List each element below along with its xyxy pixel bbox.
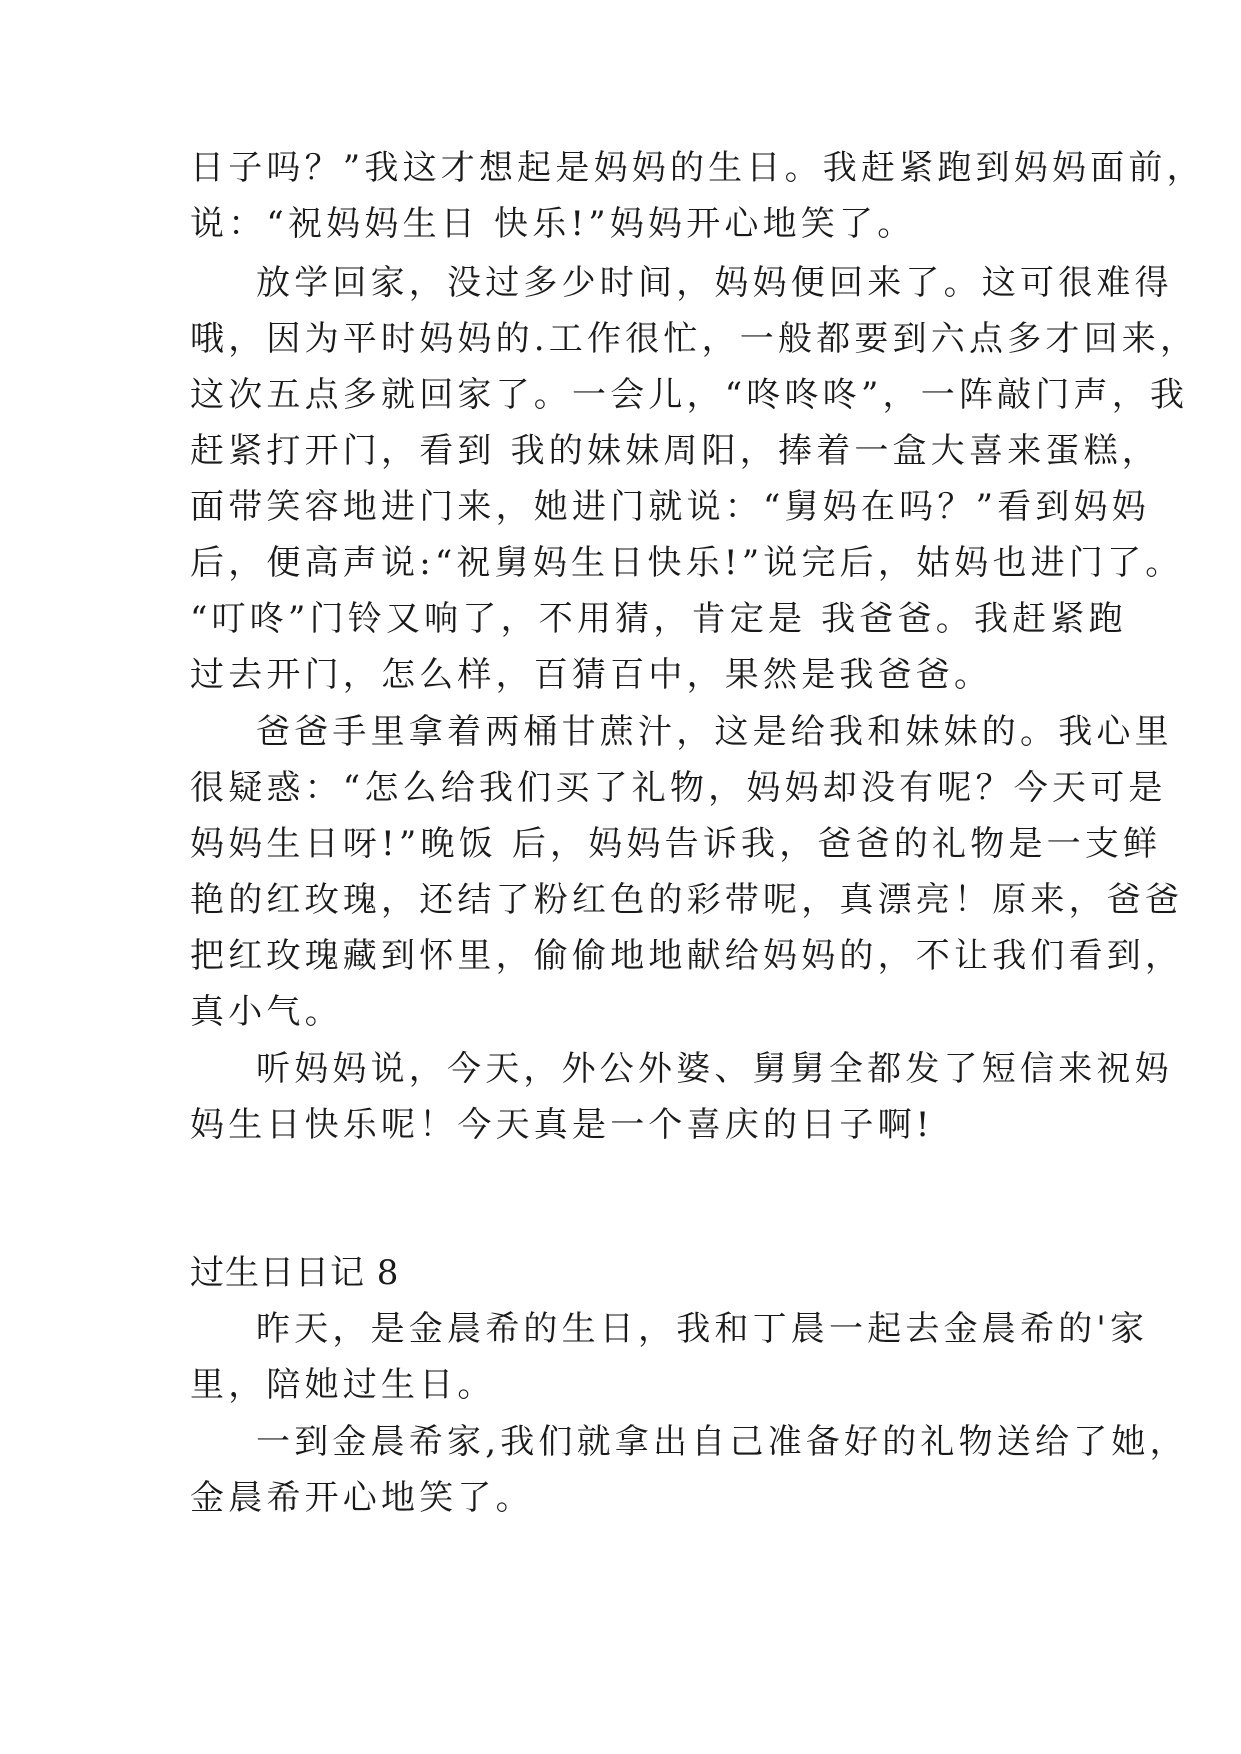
text-line: 金晨希开心地笑了。 <box>190 1478 534 1518</box>
text-line: 这次五点多就回家了。一会儿，“咚咚咚”，一阵敲门声，我 <box>190 375 1189 415</box>
text-line: 真小气。 <box>190 992 343 1032</box>
section-title: 过生日日记 8 <box>190 1253 400 1293</box>
text-line: 日子吗？”我这才想起是妈妈的生日。我赶紧跑到妈妈面前， <box>190 148 1205 188</box>
text-line: 里，陪她过生日。 <box>190 1365 496 1405</box>
paragraph-start: 爸爸手里拿着两桶甘蔗汁，这是给我和妹妹的。我心里 <box>256 712 1173 752</box>
text-line: 妈妈生日呀!”晚饭 后，妈妈告诉我，爸爸的礼物是一支鲜 <box>190 824 1162 864</box>
paragraph-start: 昨天，是金晨希的生日，我和丁晨一起去金晨希的'家 <box>256 1309 1149 1349</box>
text-line: “叮咚”门铃又响了，不用猜，肯定是 我爸爸。我赶紧跑 <box>190 599 1127 639</box>
text-line: 后，便高声说:“祝舅妈生日快乐!”说完后，姑妈也进门了。 <box>190 543 1184 583</box>
paragraph-start: 放学回家，没过多少时间，妈妈便回来了。这可很难得 <box>256 263 1173 303</box>
text-line: 过去开门，怎么样，百猜百中，果然是我爸爸。 <box>190 655 993 695</box>
text-line: 赶紧打开门，看到 我的妹妹周阳，捧着一盒大喜来蛋糕， <box>190 431 1161 471</box>
paragraph-start: 一到金晨希家,我们就拿出自己准备好的礼物送给了她， <box>256 1422 1188 1462</box>
text-line: 很疑惑：“怎么给我们买了礼物，妈妈却没有呢？今天可是 <box>190 768 1167 808</box>
text-line: 把红玫瑰藏到怀里，偷偷地地献给妈妈的，不让我们看到， <box>190 936 1184 976</box>
text-line: 艳的红玫瑰，还结了粉红色的彩带呢，真漂亮！原来，爸爸 <box>190 880 1184 920</box>
text-line: 说：“祝妈妈生日 快乐!”妈妈开心地笑了。 <box>190 204 916 244</box>
text-line: 妈生日快乐呢！今天真是一个喜庆的日子啊! <box>190 1105 934 1145</box>
text-line: 面带笑容地进门来，她进门就说：“舅妈在吗？”看到妈妈 <box>190 487 1150 527</box>
text-line: 哦，因为平时妈妈的.工作很忙，一般都要到六点多才回来， <box>190 319 1199 359</box>
paragraph-start: 听妈妈说，今天，外公外婆、舅舅全都发了短信来祝妈 <box>256 1049 1173 1089</box>
